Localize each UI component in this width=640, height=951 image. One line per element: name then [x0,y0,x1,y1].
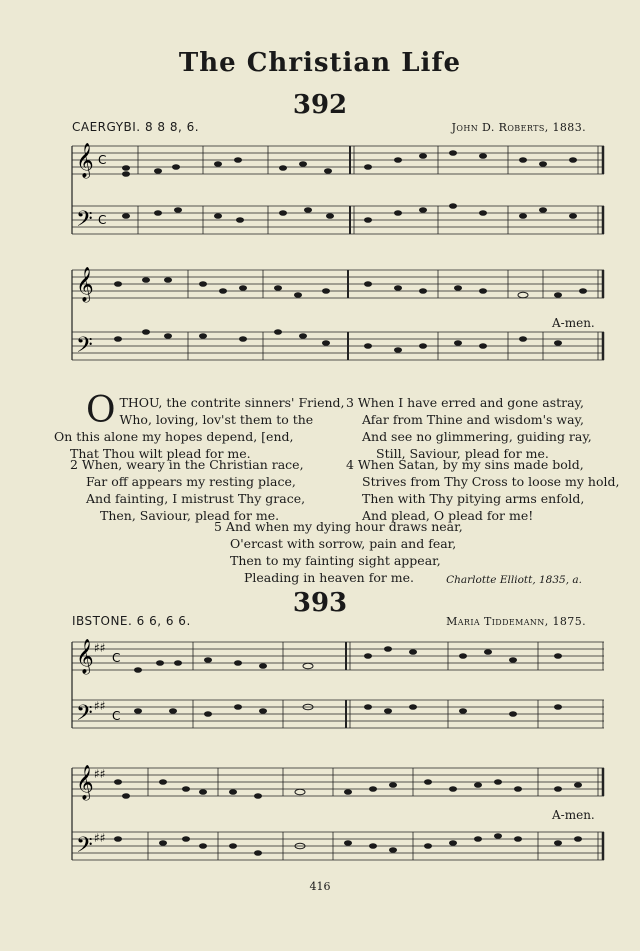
svg-text:𝄞: 𝄞 [76,267,94,302]
composer: John D. Roberts, 1883. [451,121,586,134]
svg-text:♯♯: ♯♯ [94,767,106,781]
author-credit: Charlotte Elliott, 1835, a. [446,574,582,586]
hymn-number: 392 [292,90,348,120]
svg-text:♯♯: ♯♯ [94,699,106,713]
svg-text:𝄞: 𝄞 [76,639,94,674]
svg-text:♯♯: ♯♯ [94,831,106,845]
page-number: 416 [309,880,331,893]
svg-text:C: C [98,153,107,167]
amen-lyric: A-men. [552,316,595,330]
music-score-system [68,138,608,248]
svg-text:𝄞: 𝄞 [76,765,94,800]
svg-text:♯♯: ♯♯ [94,641,106,655]
drop-cap: O [86,390,116,431]
svg-text:C: C [98,213,107,227]
svg-text:𝄢: 𝄢 [76,701,93,731]
verse-2: 2 When, weary in the Christian race, Far off appears my resting place, And fainting, I mistrust Thy grace, Then, Saviour, plead for me. [70,457,306,523]
svg-text:𝄢: 𝄢 [76,833,93,863]
verse-4: 4 When Satan, by my sins made bold, Strives from Thy Cross to loose my hold, Then with Thy pitying arms enfold, And plead, O plead for me! [346,457,620,523]
svg-text:C: C [112,651,121,665]
verse-1: O THOU, the contrite sinners' Friend, Who, loving, lov'st them to the On this alone my hopes depend, [end, That Thou wilt plead for me. [54,390,345,461]
svg-text:𝄢: 𝄢 [76,207,93,237]
verse-3: 3 When I have erred and gone astray, Afar from Thine and wisdom's way, And see no glimmering, guiding ray, Still, Saviour, plead for me. [346,395,592,461]
svg-text:𝄞: 𝄞 [76,143,94,178]
music-score-system [68,262,608,372]
svg-text:C: C [112,709,121,723]
tune-name: CAERGYBI. 8 8 8, 6. [72,120,200,134]
amen-lyric: A-men. [552,808,595,822]
music-score-system [68,752,608,868]
music-score-system [68,630,608,740]
composer: Maria Tiddemann, 1875. [446,615,586,628]
tune-name: IBSTONE. 6 6, 6 6. [72,614,191,628]
page-title: The Christian Life [178,48,462,78]
hymn-number: 393 [292,588,348,618]
svg-text:𝄢: 𝄢 [76,333,93,363]
verse-5: 5 And when my dying hour draws near, O'ercast with sorrow, pain and fear, Then to my fainting sight appear, Pleading in heaven for me. [214,519,463,585]
